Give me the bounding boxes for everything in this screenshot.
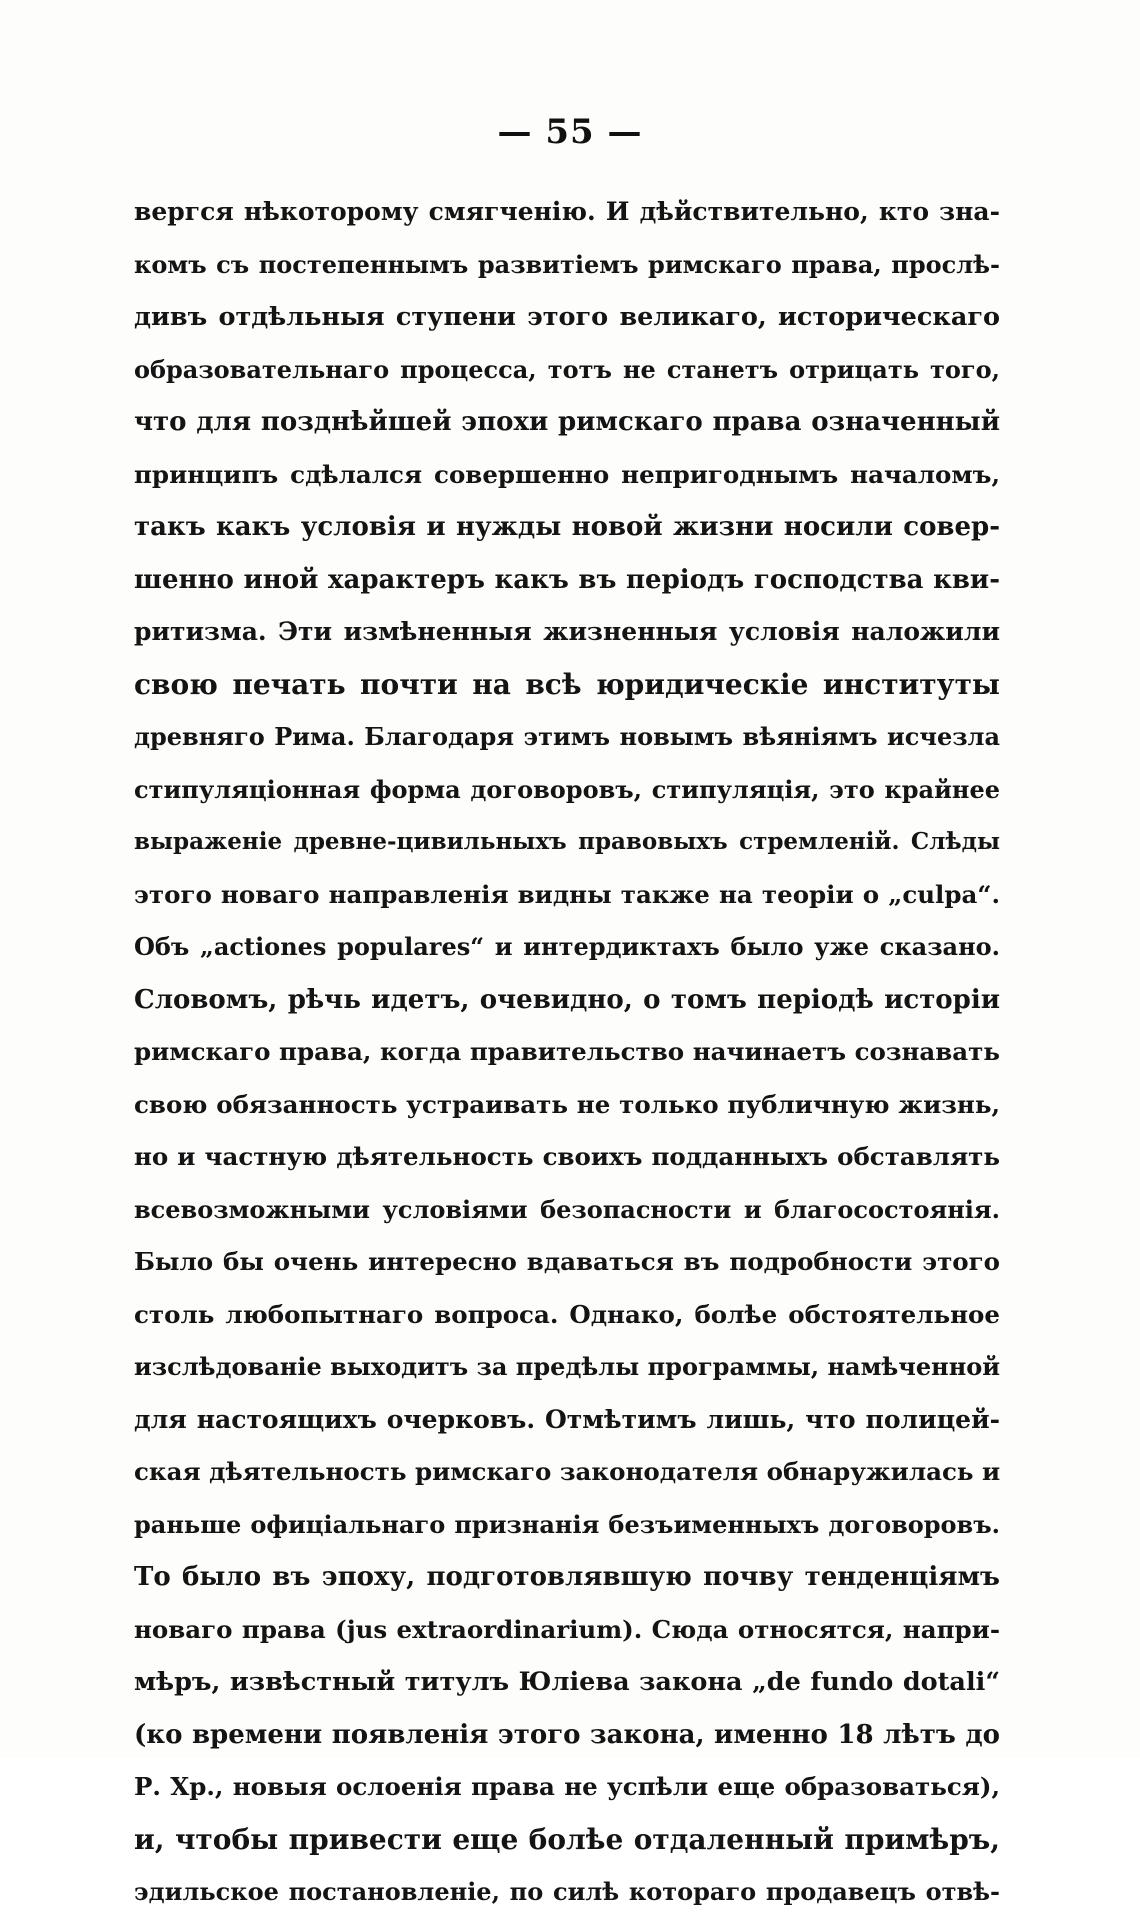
text-line: столь любопытнаго вопроса. Однако, болѣе обстоятельное — [134, 1299, 1000, 1329]
text-line: и, чтобы привести еще болѣе отдаленный примѣръ, — [134, 1822, 1000, 1856]
text-line: всевозможными условіями безопасности и благосостоянія. — [134, 1194, 1000, 1224]
text-line: выраженіе древне-цивильныхъ правовыхъ стремленій. Слѣды — [134, 828, 1000, 855]
text-line: эдильское постановленіе, по силѣ котораго продавецъ отвѣ- — [134, 1877, 1000, 1906]
text-line: для настоящихъ очерковъ. Отмѣтимъ лишь, что полицей- — [134, 1404, 1000, 1434]
text-line: римскаго права, когда правительство начинаетъ сознавать — [134, 1037, 1000, 1066]
text-line: но и частную дѣятельность своихъ подданныхъ обставлять — [134, 1142, 1000, 1171]
text-line: раньше офиціальнаго признанія безъименныхъ договоровъ. — [134, 1509, 1000, 1539]
text-line: новаго права (jus extraordinarium). Сюда относятся, напри- — [134, 1614, 1000, 1644]
text-line: такъ какъ условія и нужды новой жизни носили совер- — [134, 512, 1000, 542]
text-line: Словомъ, рѣчь идетъ, очевидно, о томъ періодѣ исторіи — [134, 984, 1000, 1015]
text-line: Р. Хр., новыя ослоенія права не успѣли еще образоваться), — [134, 1772, 1000, 1801]
body-text — [134, 186, 1000, 1919]
text-line: вергся нѣкоторому смягченію. И дѣйствительно, кто зна- — [134, 197, 1000, 226]
text-line: ритизма. Эти измѣненныя жизненныя условія наложили — [134, 617, 1000, 646]
text-line: образовательнаго процесса, тотъ не станетъ отрицать того, — [134, 354, 1000, 384]
text-line: (ко времени появленія этого закона, именно 18 лѣтъ до — [134, 1719, 1000, 1750]
text-line: мѣръ, извѣстный титулъ Юліева закона „de fundo dotali“ — [134, 1667, 1000, 1697]
text-line: принципъ сдѣлался совершенно непригоднымъ началомъ, — [134, 459, 1000, 489]
text-line: То было въ эпоху, подготовлявшую почву тенденціямъ — [134, 1562, 1000, 1592]
text-line: ская дѣятельность римскаго законодателя обнаружилась и — [134, 1457, 1000, 1486]
text-line: свою печать почти на всѣ юридическіе институты — [134, 667, 1000, 701]
text-line: Объ „actiones populares“ и интердиктахъ было уже сказано. — [134, 932, 1000, 961]
text-line: древняго Рима. Благодаря этимъ новымъ вѣяніямъ исчезла — [134, 722, 1000, 751]
text-line: Было бы очень интересно вдаваться въ подробности этого — [134, 1247, 1000, 1276]
text-line: шенно иной характеръ какъ въ періодъ господства кви- — [134, 564, 1000, 595]
text-line: изслѣдованіе выходитъ за предѣлы программы, намѣченной — [134, 1352, 1000, 1381]
text-line: этого новаго направленія видны также на теоріи о „culpa“. — [134, 879, 1000, 909]
text-line: дивъ отдѣльныя ступени этого великаго, историческаго — [134, 302, 1000, 332]
text-line: комъ съ постепеннымъ развитіемъ римскаго права, прослѣ- — [134, 249, 1000, 279]
text-line: свою обязанность устраивать не только публичную жизнь, — [134, 1089, 1000, 1119]
text-line: стипуляціонная форма договоровъ, стипуляція, это крайнее — [134, 774, 1000, 804]
page-number: — 55 — — [497, 112, 643, 152]
text-line: что для позднѣйшей эпохи римскаго права означенный — [134, 407, 1000, 437]
